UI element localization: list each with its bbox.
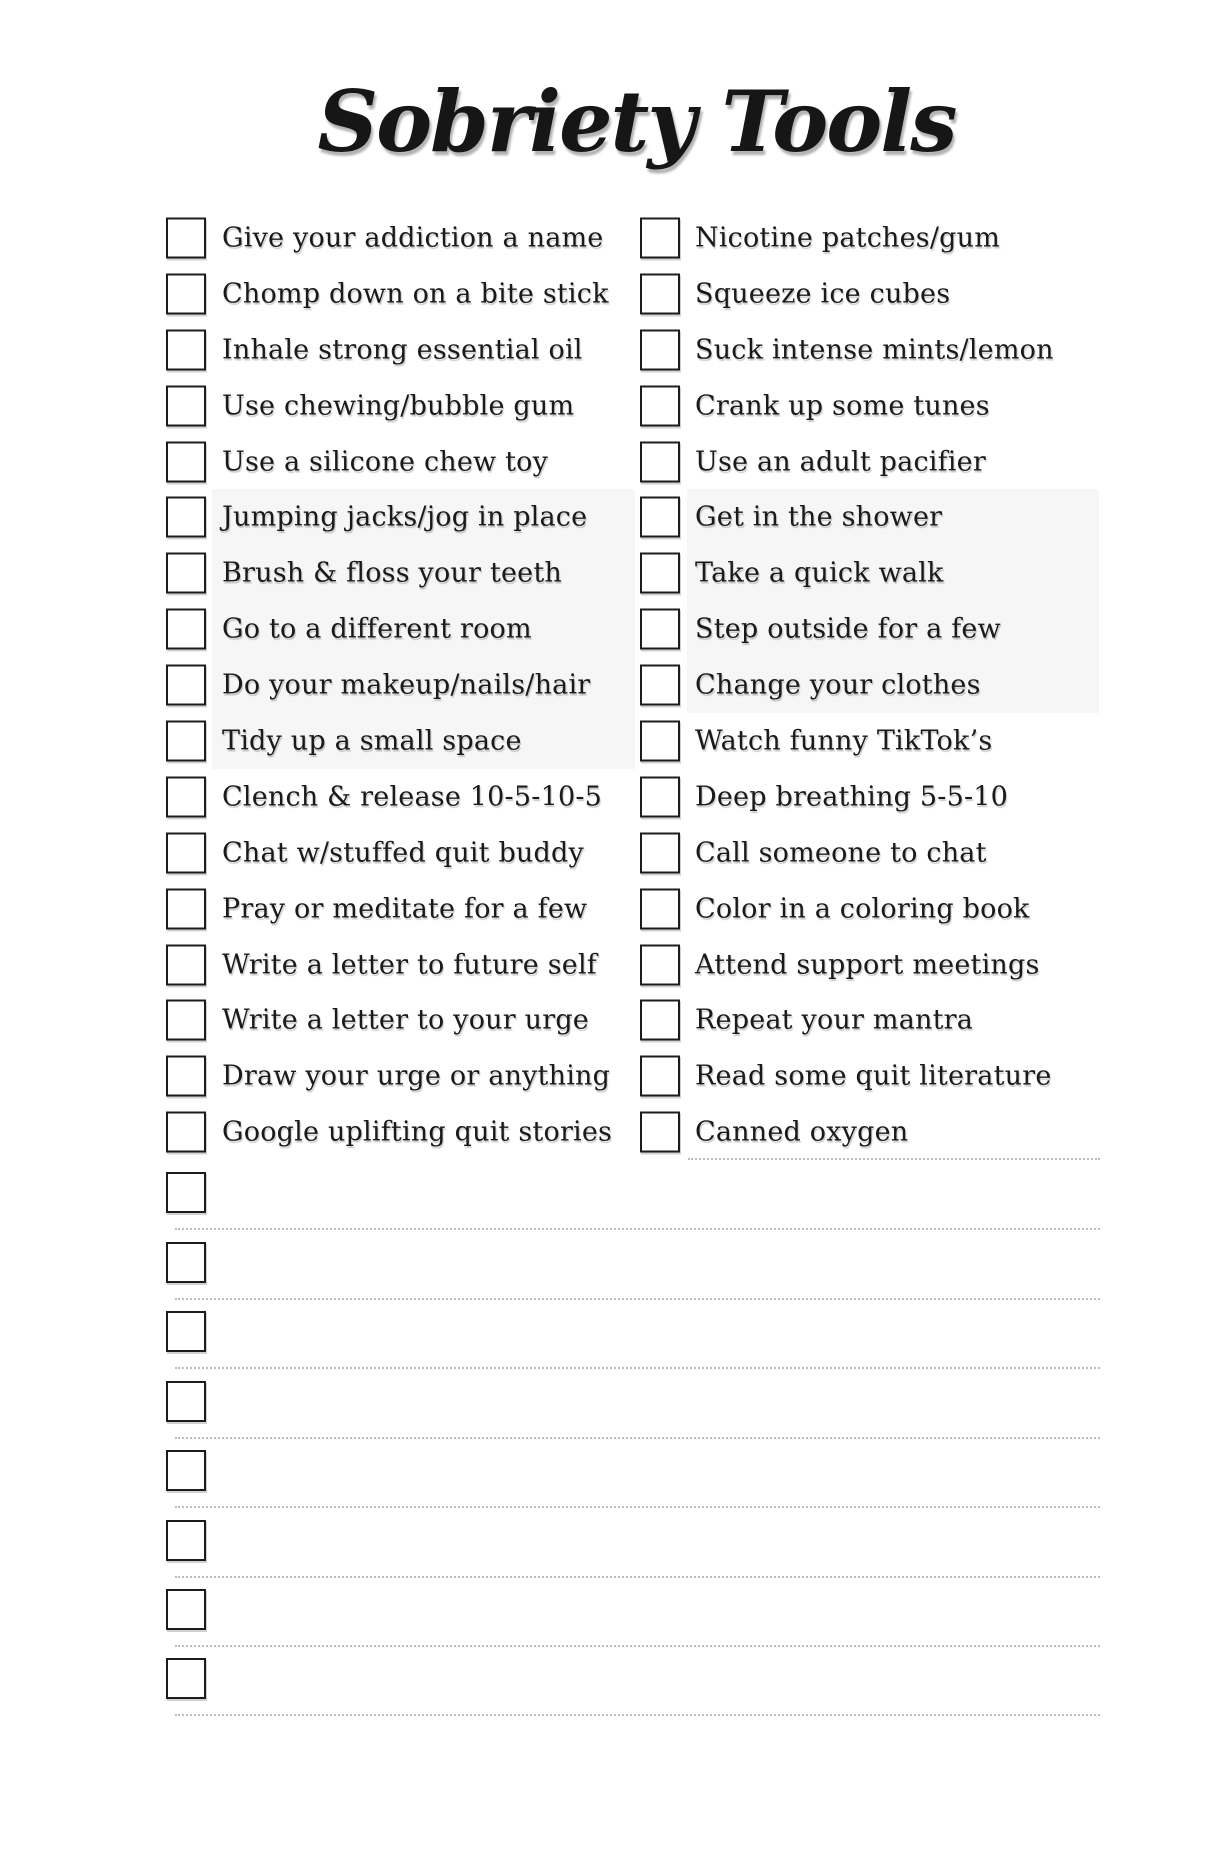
task-label: Use an adult pacifier — [695, 446, 986, 477]
task-checkbox[interactable] — [640, 273, 680, 314]
task-checkbox[interactable] — [166, 832, 206, 873]
task-checkbox[interactable] — [166, 888, 206, 929]
task-label: Do your makeup/nails/hair — [222, 669, 591, 701]
checklist-row — [0, 1048, 1225, 1104]
checklist-row — [0, 489, 1225, 545]
task-checkbox[interactable] — [166, 1112, 206, 1153]
empty-checkbox[interactable] — [166, 1450, 206, 1491]
task-checkbox[interactable] — [166, 1056, 206, 1097]
page-title: Sobriety Tools — [317, 72, 956, 171]
ruled-line — [175, 1228, 1100, 1230]
task-label: Call someone to chat — [695, 837, 987, 869]
checklist-row — [0, 378, 1225, 434]
task-checkbox[interactable] — [166, 776, 206, 817]
checklist-row — [0, 937, 1225, 993]
task-checkbox[interactable] — [640, 217, 680, 258]
task-checkbox[interactable] — [640, 832, 680, 873]
ruled-line — [175, 1714, 1100, 1716]
ruled-line — [175, 1298, 1100, 1300]
task-checkbox[interactable] — [166, 1000, 206, 1041]
checklist-row — [0, 322, 1225, 378]
checklist-row — [0, 713, 1225, 769]
task-label: Color in a coloring book — [695, 893, 1030, 925]
task-label: Change your clothes — [695, 669, 981, 701]
task-label: Read some quit literature — [695, 1060, 1052, 1092]
task-label: Crank up some tunes — [695, 390, 990, 422]
task-checkbox[interactable] — [640, 888, 680, 929]
task-label: Jumping jacks/jog in place — [222, 501, 588, 533]
task-label: Google uplifting quit stories — [222, 1116, 613, 1148]
task-checkbox[interactable] — [166, 609, 206, 650]
task-label: Chat w/stuffed quit buddy — [222, 837, 584, 869]
checklist-row — [0, 769, 1225, 825]
task-label: Chomp down on a bite stick — [222, 278, 609, 310]
task-checkbox[interactable] — [166, 273, 206, 314]
empty-checkbox[interactable] — [166, 1658, 206, 1699]
empty-checkbox[interactable] — [166, 1381, 206, 1422]
checklist-row — [0, 825, 1225, 881]
task-label: Write a letter to your urge — [222, 1004, 589, 1036]
checklist-row — [0, 601, 1225, 657]
checklist-row — [0, 881, 1225, 937]
empty-checkbox[interactable] — [166, 1172, 206, 1213]
task-checkbox[interactable] — [166, 385, 206, 426]
task-label: Repeat your mantra — [695, 1004, 974, 1036]
task-checkbox[interactable] — [640, 609, 680, 650]
task-checkbox[interactable] — [166, 720, 206, 761]
ruled-line — [175, 1645, 1100, 1647]
task-checkbox[interactable] — [640, 1056, 680, 1097]
task-checkbox[interactable] — [166, 441, 206, 482]
task-checkbox[interactable] — [166, 217, 206, 258]
empty-checkbox[interactable] — [166, 1242, 206, 1283]
task-checkbox[interactable] — [640, 665, 680, 706]
task-label: Brush & floss your teeth — [222, 557, 562, 589]
task-label: Nicotine patches/gum — [695, 222, 1001, 254]
task-label: Canned oxygen — [695, 1116, 909, 1148]
task-label: Take a quick walk — [695, 557, 944, 589]
checklist-row — [0, 434, 1225, 490]
task-checkbox[interactable] — [640, 553, 680, 594]
task-checkbox[interactable] — [166, 665, 206, 706]
task-label: Deep breathing 5-5-10 — [695, 781, 1009, 813]
checklist — [0, 210, 1225, 1160]
task-checkbox[interactable] — [166, 497, 206, 538]
task-checkbox[interactable] — [166, 329, 206, 370]
ruled-line — [175, 1576, 1100, 1578]
task-label: Write a letter to future self — [222, 949, 597, 981]
ruled-line — [175, 1367, 1100, 1369]
task-checkbox[interactable] — [166, 944, 206, 985]
task-checkbox[interactable] — [166, 553, 206, 594]
task-label: Squeeze ice cubes — [695, 278, 951, 310]
task-checkbox[interactable] — [640, 497, 680, 538]
checklist-row — [0, 1104, 1225, 1160]
task-label: Go to a different room — [222, 613, 532, 645]
task-label: Suck intense mints/lemon — [695, 334, 1054, 366]
checklist-row — [0, 266, 1225, 322]
ruled-line — [175, 1437, 1100, 1439]
task-checkbox[interactable] — [640, 1000, 680, 1041]
task-checkbox[interactable] — [640, 776, 680, 817]
task-checkbox[interactable] — [640, 385, 680, 426]
task-label: Use a silicone chew toy — [222, 446, 549, 477]
task-label: Pray or meditate for a few — [222, 893, 588, 925]
task-label: Clench & release 10-5-10-5 — [222, 781, 603, 813]
checklist-row — [0, 992, 1225, 1048]
task-checkbox[interactable] — [640, 441, 680, 482]
ruled-line — [688, 1158, 1100, 1160]
task-label: Step outside for a few — [695, 613, 1001, 645]
task-label: Inhale strong essential oil — [222, 334, 583, 366]
task-label: Tidy up a small space — [222, 725, 522, 757]
task-label: Attend support meetings — [695, 949, 1040, 981]
task-label: Get in the shower — [695, 501, 943, 533]
task-label: Draw your urge or anything — [222, 1060, 611, 1092]
checklist-row — [0, 545, 1225, 601]
ruled-line — [175, 1506, 1100, 1508]
empty-checkbox[interactable] — [166, 1311, 206, 1352]
empty-checkbox[interactable] — [166, 1589, 206, 1630]
checklist-row — [0, 657, 1225, 713]
checklist-row — [0, 210, 1225, 266]
task-checkbox[interactable] — [640, 1112, 680, 1153]
task-label: Give your addiction a name — [222, 222, 604, 254]
task-checkbox[interactable] — [640, 720, 680, 761]
task-label: Use chewing/bubble gum — [222, 390, 575, 422]
empty-checkbox[interactable] — [166, 1520, 206, 1561]
task-checkbox[interactable] — [640, 944, 680, 985]
task-label: Watch funny TikTok’s — [695, 725, 993, 757]
task-checkbox[interactable] — [640, 329, 680, 370]
